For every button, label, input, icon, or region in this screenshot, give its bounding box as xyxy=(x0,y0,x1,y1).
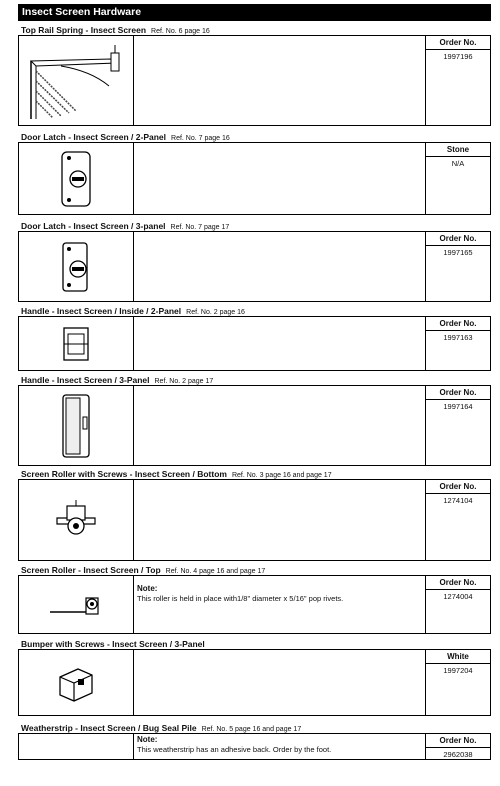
product-row: Note: This weatherstrip has an adhesive back. Order by the foot. Order No. 2962038 xyxy=(18,734,491,760)
product-row xyxy=(18,143,491,215)
order-header: Order No. xyxy=(426,386,490,400)
product-row xyxy=(18,317,491,371)
catalog-page xyxy=(18,4,491,760)
section-title: Top Rail Spring - Insect Screen Ref. No. 6 page 16 xyxy=(18,21,491,36)
order-number: 1274104 xyxy=(443,496,473,505)
order-header: Order No. xyxy=(426,734,490,748)
order-header: Order No. xyxy=(426,317,490,331)
door-latch-3-panel-icon xyxy=(19,232,134,301)
section-title: Screen Roller with Screws - Insect Screen / Bottom Ref. No. 3 page 16 and page 17 xyxy=(18,466,491,480)
order-header: Order No. xyxy=(426,576,490,590)
section-title: Screen Roller - Insect Screen / Top Ref. No. 4 page 16 and page 17 xyxy=(18,561,491,576)
order-number: 1997163 xyxy=(443,333,473,342)
order-header: Stone xyxy=(426,143,490,157)
handle-3-panel-icon xyxy=(19,386,134,465)
product-row: Note: This roller is held in place with1/8" diameter x 5/16" pop rivets. Order No. 1274004 xyxy=(18,576,491,634)
section-title: Weatherstrip - Insect Screen / Bug Seal Pile Ref. No. 5 page 16 and page 17 xyxy=(18,716,491,734)
order-header: Order No. xyxy=(426,480,490,494)
bumper-icon xyxy=(19,650,134,715)
order-number: 1274004 xyxy=(443,592,473,601)
page-header: Insect Screen Hardware xyxy=(18,4,491,21)
section-title: Bumper with Screws - Insect Screen / 3-Panel xyxy=(18,634,491,650)
roller-bottom-icon xyxy=(19,480,134,560)
order-number: 1997204 xyxy=(443,666,473,675)
order-number: 1997165 xyxy=(443,248,473,257)
order-number: 2962038 xyxy=(443,750,473,759)
order-number: N/A xyxy=(451,159,465,168)
order-header: Order No. xyxy=(426,36,490,50)
roller-top-icon xyxy=(19,576,134,633)
product-row xyxy=(18,36,491,126)
order-number: 1997196 xyxy=(443,52,473,61)
product-row xyxy=(18,480,491,561)
section-title: Handle - Insect Screen / 3-Panel Ref. No. 2 page 17 xyxy=(18,371,491,386)
order-header: White xyxy=(426,650,490,664)
order-number: 1997164 xyxy=(443,402,473,411)
product-row xyxy=(18,386,491,466)
product-row xyxy=(18,232,491,302)
door-latch-2-panel-icon xyxy=(19,143,134,214)
section-title: Door Latch - Insect Screen / 3-panel Ref. No. 7 page 17 xyxy=(18,215,491,232)
order-header: Order No. xyxy=(426,232,490,246)
product-row xyxy=(18,650,491,716)
section-title: Door Latch - Insect Screen / 2-Panel Ref. No. 7 page 16 xyxy=(18,126,491,143)
weatherstrip-icon xyxy=(19,734,134,759)
top-rail-spring-icon xyxy=(19,36,134,125)
handle-inside-icon xyxy=(19,317,134,370)
section-title: Handle - Insect Screen / Inside / 2-Panel Ref. No. 2 page 16 xyxy=(18,302,491,317)
